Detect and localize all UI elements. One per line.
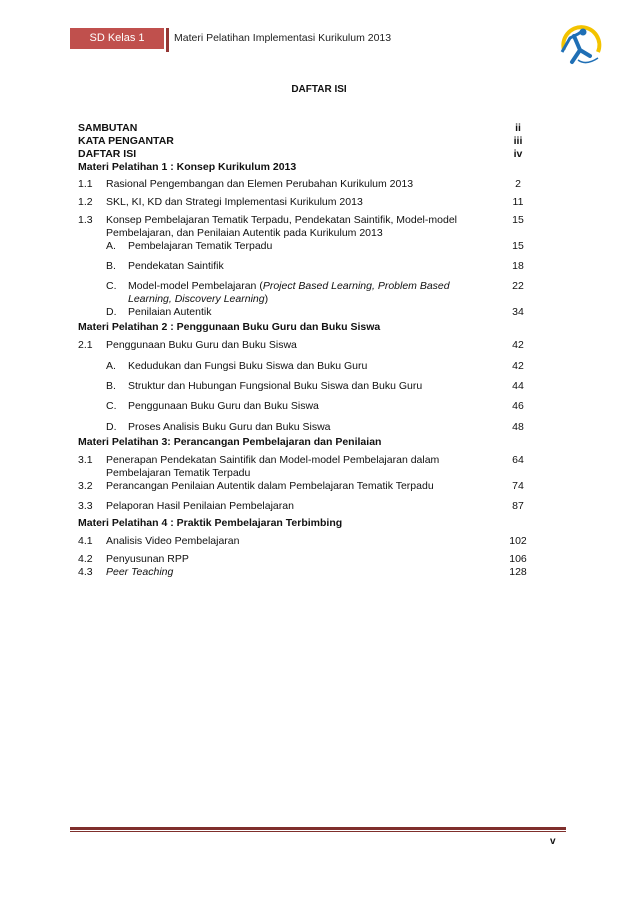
toc-row (78, 161, 538, 174)
toc-page-number: 44 (512, 380, 524, 392)
toc-page-number: 106 (509, 553, 527, 565)
toc-page-number: 34 (512, 306, 524, 318)
toc-entry-title: Pembelajaran Tematik Terpadu (128, 240, 273, 252)
toc-entry-title: Analisis Video Pembelajaran (106, 535, 240, 547)
toc-page-number: iv (513, 148, 523, 160)
toc-subsection-letter: D. (106, 421, 117, 433)
toc-entry-title: Konsep Pembelajaran Tematik Terpadu, Pendekatan Saintifik, Model-model Pembelajaran, dan Penilaian Autentik pada Kurikulum 2013 (106, 214, 457, 239)
footer-rule-thin (70, 831, 566, 832)
toc-entry-title: Materi Pelatihan 1 : Konsep Kurikulum 2013 (78, 161, 297, 173)
toc-section-number: 1.3 (78, 214, 93, 226)
page-header (70, 28, 566, 52)
toc-row (78, 360, 538, 373)
toc-page-number: 22 (512, 280, 524, 292)
toc-section-number: 3.1 (78, 454, 93, 466)
toc-row (78, 260, 538, 273)
toc-section-number: 1.1 (78, 178, 93, 190)
toc-entry-title: DAFTAR ISI (78, 148, 137, 160)
toc-entry-title: KATA PENGANTAR (78, 135, 174, 147)
toc-row (78, 421, 538, 434)
toc-entry-title: Struktur dan Hubungan Fungsional Buku Siswa dan Buku Guru (128, 380, 423, 392)
toc-section-number: 4.1 (78, 535, 93, 547)
toc-row (78, 148, 538, 161)
toc-row (78, 214, 538, 240)
toc-subsection-letter: A. (106, 360, 116, 372)
toc-page-number: 18 (512, 260, 524, 272)
toc-section-number: 3.3 (78, 500, 93, 512)
toc-page-number: 102 (509, 535, 527, 547)
toc-row (78, 280, 538, 306)
toc-entry-title: SKL, KI, KD dan Strategi Implementasi Kurikulum 2013 (106, 196, 363, 208)
toc-entry-title: Perancangan Penilaian Autentik dalam Pembelajaran Tematik Terpadu (106, 480, 434, 492)
toc-section-number: 2.1 (78, 339, 93, 351)
toc-section-number: 4.2 (78, 553, 93, 565)
toc-row (78, 400, 538, 413)
toc-entry-title: Penilaian Autentik (128, 306, 212, 318)
toc-row (78, 339, 538, 352)
toc-row (78, 196, 538, 209)
toc-page-number: 87 (512, 500, 524, 512)
toc-row (78, 135, 538, 148)
toc-entry-title: SAMBUTAN (78, 122, 138, 134)
toc-page-number: 64 (512, 454, 524, 466)
toc-row (78, 454, 538, 480)
toc-entry-title: Pendekatan Saintifik (128, 260, 224, 272)
toc-row (78, 500, 538, 513)
toc-entry-title: Materi Pelatihan 4 : Praktik Pembelajaran Terbimbing (78, 517, 343, 529)
toc-entry-title: Penggunaan Buku Guru dan Buku Siswa (106, 339, 297, 351)
toc-subsection-letter: B. (106, 380, 116, 392)
toc-entry-title: Materi Pelatihan 2 : Penggunaan Buku Guru dan Buku Siswa (78, 321, 381, 333)
toc-entry-title: Penerapan Pendekatan Saintifik dan Model-model Pembelajaran dalam Pembelajaran Tematik Terpadu (106, 454, 440, 479)
toc-page-number: 2 (515, 178, 521, 190)
toc-section-number: 3.2 (78, 480, 93, 492)
toc-section-number: 4.3 (78, 566, 93, 578)
toc-page-number: ii (515, 122, 521, 134)
header-divider (166, 28, 169, 52)
toc-entry-title: Materi Pelatihan 3: Perancangan Pembelajaran dan Penilaian (78, 436, 382, 448)
toc-page-number: 15 (512, 240, 524, 252)
toc-row (78, 306, 538, 319)
document-title: DAFTAR ISI (291, 84, 347, 95)
toc-entry-title: Proses Analisis Buku Guru dan Buku Siswa (128, 421, 331, 433)
toc-entry-title: Rasional Pengembangan dan Elemen Perubahan Kurikulum 2013 (106, 178, 414, 190)
toc-page-number: 48 (512, 421, 524, 433)
toc-page-number: 74 (512, 480, 524, 492)
tut-wuri-handayani-logo (556, 22, 604, 68)
toc-row (78, 436, 538, 449)
toc-row (78, 240, 538, 253)
toc-entry-title: Peer Teaching (106, 566, 174, 578)
toc-row (78, 535, 538, 548)
toc-page-number: 46 (512, 400, 524, 412)
toc-subsection-letter: A. (106, 240, 116, 252)
toc-subsection-letter: B. (106, 260, 116, 272)
page-number: v (550, 836, 556, 847)
toc-row (78, 480, 538, 493)
toc-row (78, 517, 538, 530)
toc-row (78, 566, 538, 579)
toc-entry-title: Pelaporan Hasil Penilaian Pembelajaran (106, 500, 294, 512)
toc-entry-title: Penyusunan RPP (106, 553, 189, 565)
grade-badge: SD Kelas 1 (70, 28, 164, 49)
toc-page-number: 42 (512, 360, 524, 372)
footer-rule (70, 827, 566, 830)
toc-row (78, 122, 538, 135)
toc-page-number: 15 (512, 214, 524, 226)
header-title: Materi Pelatihan Implementasi Kurikulum 2013 (174, 32, 392, 44)
table-of-contents (78, 122, 538, 579)
toc-subsection-letter: C. (106, 280, 117, 292)
toc-row (78, 178, 538, 191)
toc-page-number: 42 (512, 339, 524, 351)
toc-row (78, 380, 538, 393)
toc-entry-title: Model-model Pembelajaran (Project Based Learning, Problem Based Learning, Discovery Learning) (128, 280, 450, 305)
toc-entry-title: Kedudukan dan Fungsi Buku Siswa dan Buku Guru (128, 360, 368, 372)
toc-section-number: 1.2 (78, 196, 93, 208)
toc-subsection-letter: C. (106, 400, 117, 412)
toc-row (78, 553, 538, 566)
toc-page-number: 11 (512, 196, 524, 208)
toc-page-number: iii (513, 135, 523, 147)
toc-row (78, 321, 538, 334)
toc-entry-title: Penggunaan Buku Guru dan Buku Siswa (128, 400, 319, 412)
toc-page-number: 128 (509, 566, 527, 578)
toc-subsection-letter: D. (106, 306, 117, 318)
